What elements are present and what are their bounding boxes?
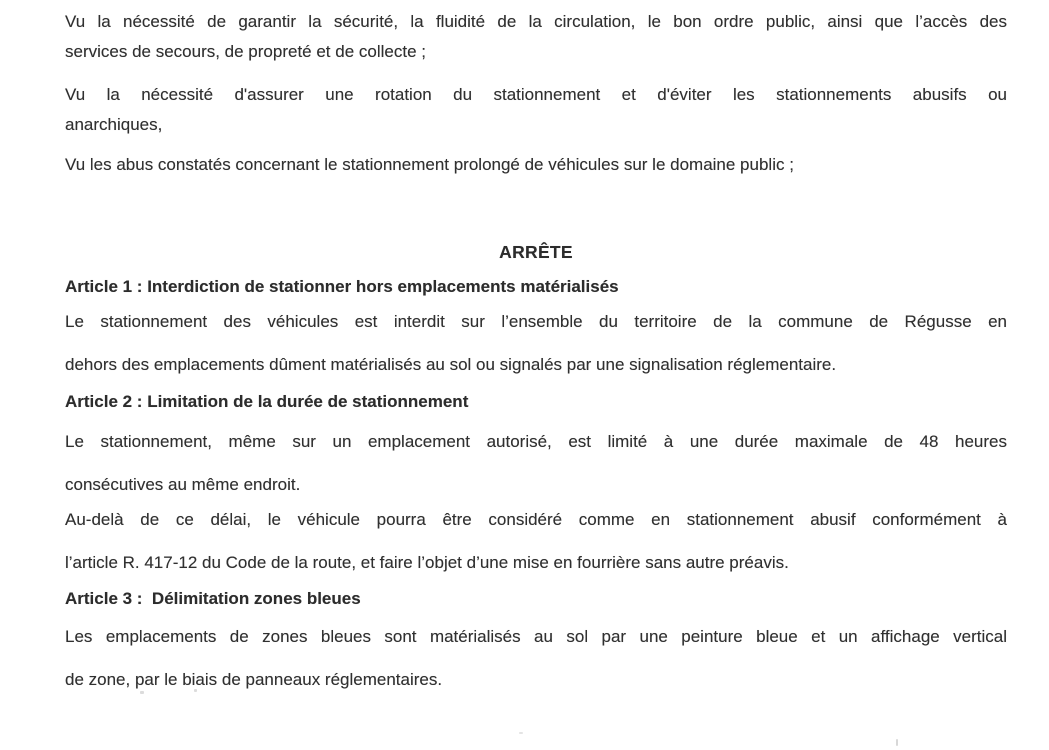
recital-3-line-1: Vu les abus constatés concernant le stationnement prolongé de véhicules sur le domaine public ; — [65, 155, 794, 174]
recital-2-line-1: Vu la nécessité d'assurer une rotation du stationnement et d'éviter les stationnements abusifs ou — [65, 85, 1007, 104]
recital-2-line-2: anarchiques, — [65, 115, 163, 134]
recital-2 — [65, 80, 1007, 140]
article-2-paragraph-2 — [65, 498, 1007, 584]
recital-1-line-2: services de secours, de propreté et de collecte ; — [65, 42, 426, 61]
scan-artifact — [896, 739, 898, 746]
decree-heading: ARRÊTE — [499, 242, 573, 262]
article-1-heading: Article 1 : Interdiction de stationner hors emplacements matérialisés — [65, 277, 619, 296]
recital-1 — [65, 7, 1007, 67]
recital-1-line-1: Vu la nécessité de garantir la sécurité, la fluidité de la circulation, le bon ordre public, ainsi que l’accès des — [65, 12, 1007, 31]
recital-3 — [65, 150, 1007, 180]
scan-artifact — [194, 689, 197, 692]
scan-artifact — [140, 691, 144, 694]
article-2-heading: Article 2 : Limitation de la durée de stationnement — [65, 392, 469, 411]
article-2-p2-line-1: Au-delà de ce délai, le véhicule pourra être considéré comme en stationnement abusif conformément à — [65, 510, 1007, 529]
article-2-p1-line-2: consécutives au même endroit. — [65, 475, 301, 494]
article-2-paragraph-1 — [65, 420, 1007, 506]
article-2-p2-line-2: l’article R. 417-12 du Code de la route, et faire l’objet d’une mise en fourrière sans autre préavis. — [65, 553, 789, 572]
article-3-paragraph-1 — [65, 615, 1007, 701]
article-3-p1-line-2: de zone, par le biais de panneaux réglementaires. — [65, 670, 443, 689]
article-3-p1-line-1: Les emplacements de zones bleues sont matérialisés au sol par une peinture bleue et un affichage vertical — [65, 627, 1007, 646]
article-3-heading: Article 3 : Délimitation zones bleues — [65, 589, 361, 608]
article-1-p1-line-1: Le stationnement des véhicules est interdit sur l’ensemble du territoire de la commune de Régusse en — [65, 312, 1007, 331]
article-1-paragraph-1 — [65, 300, 1007, 386]
article-2-p1-line-1: Le stationnement, même sur un emplacement autorisé, est limité à une durée maximale de 48 heures — [65, 432, 1007, 451]
scan-artifact — [519, 732, 523, 734]
article-1-p1-line-2: dehors des emplacements dûment matérialisés au sol ou signalés par une signalisation réglementaire. — [65, 355, 837, 374]
